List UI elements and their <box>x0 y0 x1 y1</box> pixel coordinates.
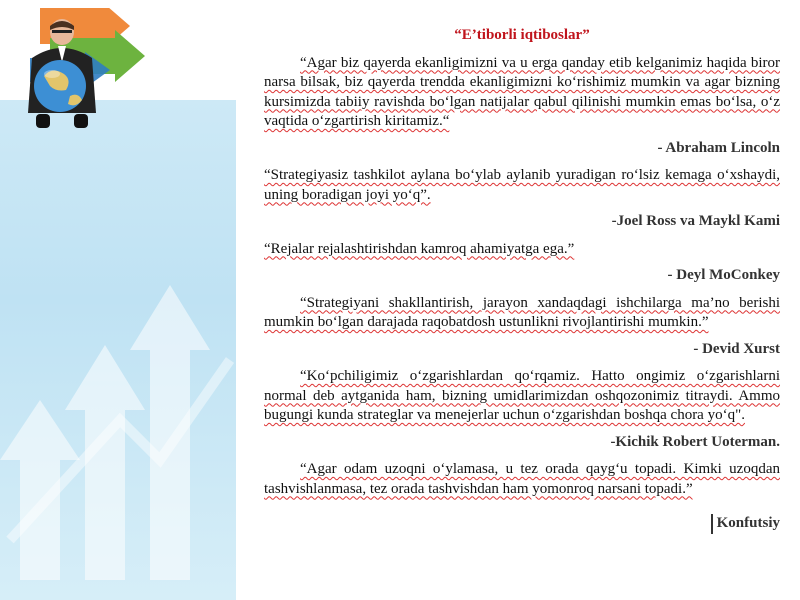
quote-text: “Agar odam uzoqni o‘ylamasa, u tez orada qayg‘u topadi. Kimki uzoqdan tashvishlanmasa, tez orada tashvishdan ham yomonroq narsani topadi.” <box>264 461 780 497</box>
quote-author: - Deyl MoConkey <box>667 267 780 283</box>
quote-text: “Strategiyani shakllantirish, jarayon xandaqdagi ishchilarga ma’no berishi mumkin bo‘lgan darajada raqobatdosh ustunlikni rivojlantirishi mumkin.” <box>264 294 780 330</box>
quote-author: - Abraham Lincoln <box>657 139 780 156</box>
quote-author: Konfutsiy <box>711 514 780 534</box>
decorative-side-panel <box>0 100 236 600</box>
businessman-globe-icon <box>22 18 102 133</box>
quote-text: “Agar biz qayerda ekanligimizni va u erga qanday etib kelganimiz haqida biror narsa bilsak, biz qayerda trendda ekanligimizni ko‘rishimiz mumkin va agar bizning kursimizda tabiiy ravishda bo‘lgan natijalar qabul qilinishi mumkin emas bo‘lsa, o‘z vaqtida o‘zgartirish kiritamiz.“ <box>264 54 780 129</box>
quote-text: “Strategiyasiz tashkilot aylana bo‘ylab aylanib yuradigan ro‘lsiz kemaga o‘xshaydi, uning boradigan joyi yo‘q”. <box>264 167 780 203</box>
quotes-content <box>264 26 780 531</box>
quote-author: -Kichik Robert Uoterman. <box>610 433 780 450</box>
quote-text: “Rejalar rejalashtirishdan kamroq ahamiyatga ega.” <box>264 240 575 257</box>
page-title: “E’tiborli iqtiboslar” <box>454 27 590 43</box>
quote-author: - Devid Xurst <box>693 340 780 357</box>
growth-arrows-watermark <box>0 100 236 600</box>
quote-author: -Joel Ross va Maykl Kami <box>611 213 780 229</box>
quote-text: “Ko‘pchiligimiz o‘zgarishlardan qo‘rqamiz. Hatto ongimiz o‘zgarishlarni normal deb aytganida ham, bizning umidlarimizdan oshqozonimiz titraydi. Ammo bugungi kunda strateglar va menejerlar uchun o‘zgarishdan boshqa chora yo‘q". <box>264 368 780 423</box>
